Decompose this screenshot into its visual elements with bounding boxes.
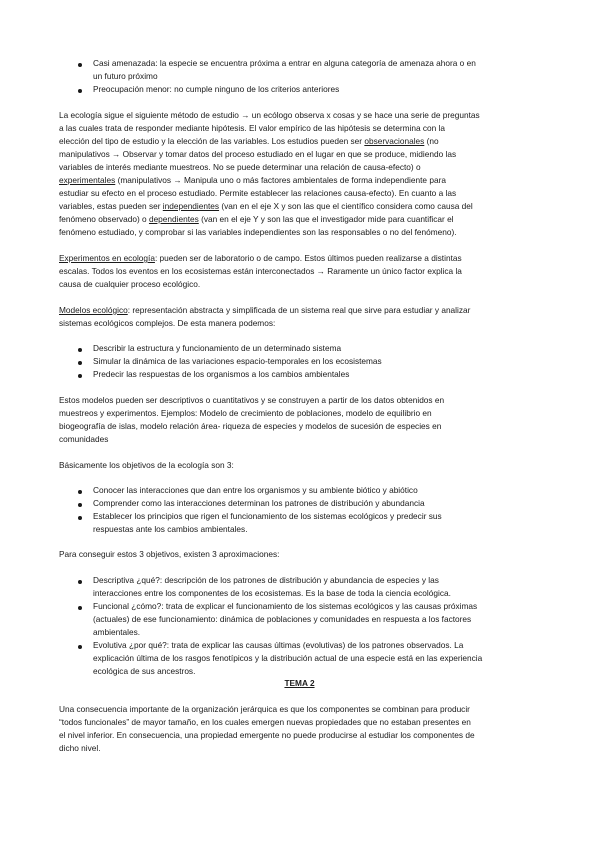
list-item: Descriptiva ¿qué?: descripción de los patrones de distribución y abundancia de especies y las (93, 575, 439, 585)
paragraph-line: comunidades (59, 434, 109, 444)
paragraph-line: a las cuales trata de responder mediante hipótesis. El valor empírico de las hipótesis se determina con la (59, 123, 446, 133)
list-item: Evolutiva ¿por qué?: trata de explicar las causas últimas (evolutivas) de los patrones observados. La (93, 640, 464, 650)
bullet-icon (78, 580, 82, 584)
list-item-continuation: interacciones entre los componentes de los ecosistemas. Es la base de toda la ciencia ecológica. (93, 588, 451, 598)
list-item-continuation: (actuales) de ese funcionamiento: dinámica de poblaciones y comunidades en respuesta a los factores (93, 614, 472, 624)
paragraph-line: Una consecuencia importante de la organización jerárquica es que los componentes se combinan para producir (59, 704, 470, 714)
text-run: (no (424, 136, 439, 146)
list-item-continuation: ecológica de sus ancestros. (93, 666, 196, 676)
bullet-icon (78, 516, 82, 520)
paragraph-line: biogeografía de islas, modelo relación área- riqueza de especies y modelos de sucesión de especies en (59, 421, 442, 431)
list-item: Predecir las respuestas de los organismos a los cambios ambientales (93, 369, 350, 379)
paragraph-line (59, 213, 454, 226)
bullet-icon (78, 490, 82, 494)
list-item: Funcional ¿cómo?: trata de explicar el funcionamiento de los sistemas ecológicos y las causas próximas (93, 601, 478, 611)
list-item: Describir la estructura y funcionamiento de un determinado sistema (93, 343, 342, 353)
paragraph-line: variables de interés mediante muestreos. No se puede determinar una relación de causa-efecto) o (59, 162, 421, 172)
paragraph-line (59, 200, 473, 213)
text-run: fenómeno observado) o (59, 214, 149, 224)
bullet-icon (78, 63, 82, 67)
paragraph-line: el nivel inferior. En consecuencia, una propiedad emergente no puede producirse al estudiar los componentes de (59, 730, 475, 740)
paragraph-line: “todos funcionales” de mayor tamaño, en los cuales emergen nuevas propiedades que no estaban presentes en (59, 717, 471, 727)
list-item: Simular la dinámica de las variaciones espacio-temporales en los ecosistemas (93, 356, 382, 366)
text-run: : representación abstracta y simplificada de un sistema real que sirve para estudiar y analizar (127, 305, 471, 315)
bullet-icon (78, 361, 82, 365)
list-item-continuation: ambientales. (93, 627, 141, 637)
paragraph-line: La ecología sigue el siguiente método de estudio → un ecólogo observa x cosas y se hace una serie de preguntas (59, 110, 480, 120)
section-heading: TEMA 2 (284, 678, 315, 688)
bullet-icon (78, 348, 82, 352)
text-run: (manipulativos → Manipula uno o más factores ambientales de forma independiente para (115, 175, 446, 185)
text-run: : pueden ser de laboratorio o de campo. Estos últimos pueden realizarse a distintas (154, 253, 462, 263)
underlined-term: experimentales (59, 175, 116, 185)
paragraph-line: sistemas ecológicos complejos. De esta manera podemos: (59, 318, 276, 328)
paragraph-line (59, 252, 462, 265)
underlined-term: independientes (162, 201, 220, 211)
bullet-icon (78, 645, 82, 649)
bullet-icon (78, 503, 82, 507)
paragraph-line: Para conseguir estos 3 objetivos, existen 3 aproximaciones: (59, 549, 280, 559)
paragraph-line (59, 304, 470, 317)
list-item: Casi amenazada: la especie se encuentra próxima a entrar en alguna categoría de amenaza ahora o en (93, 58, 476, 68)
text-run: (van en el eje Y y son las que el investigador mide para cuantificar el (198, 214, 454, 224)
text-run: elección del tipo de estudio y la elección de las variables. Los estudios pueden ser (59, 136, 365, 146)
list-item-continuation: respuestas ante los cambios ambientales. (93, 524, 248, 534)
paragraph-line (59, 135, 439, 148)
paragraph-line: manipulativos → Observar y tomar datos del proceso estudiado en el lugar en que se produce, midiendo las (59, 149, 457, 159)
bullet-icon (78, 606, 82, 610)
paragraph-line: Estos modelos pueden ser descriptivos o cuantitativos y se construyen a partir de los datos obtenidos en (59, 395, 445, 405)
bullet-icon (78, 89, 82, 93)
underlined-term: Experimentos en ecología (59, 253, 155, 263)
list-item: Preocupación menor: no cumple ninguno de los criterios anteriores (93, 84, 340, 94)
list-item: Establecer los principios que rigen el funcionamiento de los sistemas ecológicos y predecir sus (93, 511, 442, 521)
list-item-continuation: explicación última de los rasgos fenotípicos y la distribución actual de una especie está en las experiencia (93, 653, 483, 663)
paragraph-line: fenómeno estudiado, y comprobar si las variables independientes son las responsables o no del fenómeno). (59, 227, 457, 237)
underlined-term: Modelos ecológico (59, 305, 128, 315)
underlined-term: observacionales (364, 136, 425, 146)
paragraph-line: estudiar su efecto en el proceso estudiado. Permite establecer las relaciones causa-efecto). En cuanto a las (59, 188, 457, 198)
paragraph-line: Básicamente los objetivos de la ecología son 3: (59, 460, 234, 470)
paragraph-line: causa de cualquier proceso ecológico. (59, 279, 201, 289)
list-item: Conocer las interacciones que dan entre los organismos y su ambiente biótico y abiótico (93, 485, 418, 495)
list-item: Comprender como las interacciones determinan los patrones de distribución y abundancia (93, 498, 425, 508)
paragraph-line (59, 174, 446, 187)
paragraph-line: muestreos y experimentos. Ejemplos: Modelo de crecimiento de poblaciones, modelo de equilibrio en (59, 408, 432, 418)
text-run: variables, estas pueden ser (59, 201, 163, 211)
list-item-continuation: un futuro próximo (93, 71, 158, 81)
paragraph-line: dicho nivel. (59, 743, 101, 753)
underlined-term: dependientes (148, 214, 199, 224)
bullet-icon (78, 374, 82, 378)
text-run: (van en el eje X y son las que el científico considera como causa del (219, 201, 473, 211)
paragraph-line: escalas. Todos los eventos en los ecosistemas están interconectados → Raramente un único factor explica la (59, 266, 462, 276)
